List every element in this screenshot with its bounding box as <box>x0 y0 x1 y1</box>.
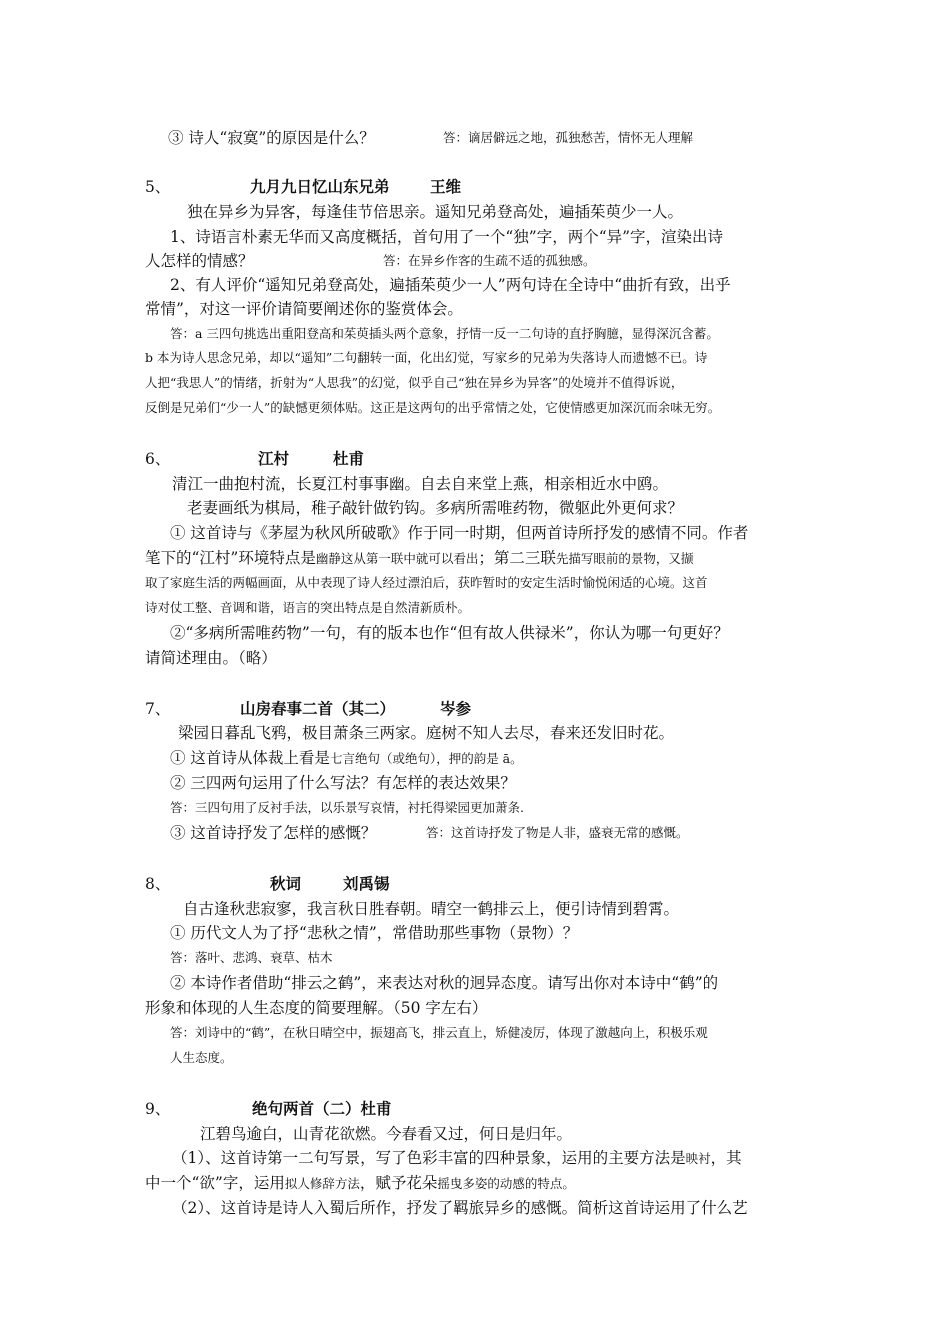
answer-segment: 七言绝句（或绝句），押的韵是 ā。 <box>329 751 523 766</box>
poem-text: 独在异乡为异客，每逢佳节倍思亲。遥知兄弟登高处，遍插茱萸少一人。 <box>187 203 684 221</box>
poem-text: 老妻画纸为棋局，稚子敲针做钓钩。多病所需唯药物，微躯此外更何求？ <box>187 499 684 517</box>
answer-text: 取了家庭生活的两幅画面，从中表现了诗人经过漂泊后，获昨暂时的安定生活时愉悦闲适的心境。这首 <box>145 575 708 590</box>
question-text <box>172 1147 742 1170</box>
question-text: 2、有人评价“遥知兄弟登高处，遍插茱萸少一人”两句诗在全诗中“曲折有致，出乎 <box>170 276 731 294</box>
poem-title: 山房春事二首（其二） <box>240 699 396 718</box>
question-segment: 中一个“欲”字，运用 <box>145 1174 285 1192</box>
question-text: 常情”，对这一评价请简要阐述你的鉴赏体会。 <box>145 300 463 318</box>
poem-text: 梁园日暮乱飞鸦，极目萧条三两家。庭树不知人去尽，春来还发旧时花。 <box>178 724 675 742</box>
question-segment: （1）、这首诗第一二句写景，写了色彩丰富的四种景象，运用的主要方法是 <box>172 1149 686 1167</box>
question-segment: ① 这首诗从体裁上看是 <box>170 749 330 767</box>
poem-title: 绝句两首（二）杜甫 <box>252 1099 392 1118</box>
question-segment: 笔下的“江村”环境特点是 <box>145 549 316 567</box>
answer-segment: 拟人修辞方法 <box>284 1176 360 1191</box>
poem-title: 秋词 <box>270 874 302 893</box>
section-number: 7、 <box>145 700 171 718</box>
question-text: ③ 这首诗抒发了怎样的感慨？ <box>170 824 377 842</box>
answer-text: 人把“我思人”的情绪，折射为“人思我”的幻觉，似乎自己“独在异乡为异客”的处境并不值得诉说， <box>145 375 684 390</box>
question-text: ① 这首诗与《茅屋为秋风所破歌》作于同一时期，但两首诗所抒发的感情不同。作者 <box>170 524 749 542</box>
answer-text: 答：谪居僻远之地，孤独愁苦，情怀无人理解 <box>443 130 694 145</box>
question-text: 人怎样的情感？ <box>145 252 254 270</box>
section-number: 9、 <box>145 1100 171 1118</box>
poem-author: 刘禹锡 <box>343 874 390 893</box>
answer-segment: 映衬 <box>685 1151 711 1166</box>
question-text <box>170 747 523 770</box>
question-segment: ，赋予花朵 <box>359 1174 438 1192</box>
answer-text: 答：这首诗抒发了物是人非，盛衰无常的感慨。 <box>426 825 689 840</box>
question-text: ① 历代文人为了抒“悲秋之情”，常借助那些事物（景物）？ <box>170 924 579 942</box>
question-text: （2）、这首诗是诗人入蜀后所作，抒发了羁旅异乡的感慨。简析这首诗运用了什么艺 <box>172 1199 748 1217</box>
section-number: 5、 <box>145 178 171 196</box>
poem-author: 杜甫 <box>333 449 365 468</box>
section-number: 8、 <box>145 875 171 893</box>
poem-title: 九月九日忆山东兄弟 <box>250 177 390 196</box>
answer-text: 反倒是兄弟们“少一人”的缺憾更须体贴。这正是这两句的出乎常情之处，它使情感更加深沉而余味无穷。 <box>145 400 721 415</box>
question-segment: ，其 <box>710 1149 742 1167</box>
answer-text: 诗对仗工整、音调和谐，语言的突出特点是自然清新质朴。 <box>145 600 471 615</box>
answer-segment: 先描写眼前的景物，又撷 <box>555 551 694 566</box>
poem-author: 岑参 <box>440 699 472 718</box>
question-text: ② 本诗作者借助“排云之鹤”，来表达对秋的迥异态度。请写出你对本诗中“鹤”的 <box>170 974 719 992</box>
question-segment: ；第二三联 <box>478 549 556 567</box>
answer-text: 答：落叶、悲鸿、衰草、枯木 <box>170 950 333 965</box>
poem-title: 江村 <box>258 449 290 468</box>
question-text <box>145 1172 575 1195</box>
answer-text: 人生态度。 <box>170 1050 233 1065</box>
section-number: 6、 <box>145 450 171 468</box>
answer-text: 答：三四句用了反衬手法，以乐景写哀情，衬托得梁园更加萧条. <box>170 800 524 815</box>
poem-text: 江碧鸟逾白，山青花欲燃。今春看又过，何日是归年。 <box>200 1125 573 1143</box>
poem-author: 王维 <box>430 177 462 196</box>
question-text: 请简述理由。（略） <box>145 649 277 667</box>
answer-text: 答：a 三四句挑选出重阳登高和茱萸插头两个意象，抒情一反一二句诗的直抒胸臆，显得深沉含蓄。 <box>170 326 719 341</box>
question-text: 1、诗语言朴素无华而又高度概括，首句用了一个“独”字，两个“异”字，渲染出诗 <box>170 228 724 246</box>
poem-text: 自古逢秋悲寂寥，我言秋日胜春朝。晴空一鹤排云上，便引诗情到碧霄。 <box>183 900 680 918</box>
question-text: ② 三四两句运用了什么写法？有怎样的表达效果？ <box>170 774 516 792</box>
question-text: ③ 诗人“寂寞”的原因是什么？ <box>168 129 375 147</box>
question-text: 形象和体现的人生态度的简要理解。（50 字左右） <box>145 999 488 1017</box>
answer-text: b 本为诗人思念兄弟，却以“遥知”二句翻转一面，化出幻觉，写家乡的兄弟为失落诗人而遗憾不已。诗 <box>145 350 708 365</box>
question-text <box>145 547 693 570</box>
answer-text: 答：在异乡作客的生疏不适的孤独感。 <box>383 253 596 268</box>
question-text: ②“多病所需唯药物”一句，有的版本也作“但有故人供禄米”，你认为哪一句更好？ <box>170 624 729 642</box>
answer-segment: 摇曳多姿的动感的特点。 <box>437 1176 575 1191</box>
answer-text: 答：刘诗中的“鹤”，在秋日晴空中，振翅高飞，排云直上，矫健凌厉，体现了激越向上，积极乐观 <box>170 1025 708 1040</box>
poem-text: 清江一曲抱村流，长夏江村事事幽。自去自来堂上燕，相亲相近水中鸥。 <box>172 475 669 493</box>
answer-segment: 幽静这从第一联中就可以看出 <box>315 551 479 566</box>
